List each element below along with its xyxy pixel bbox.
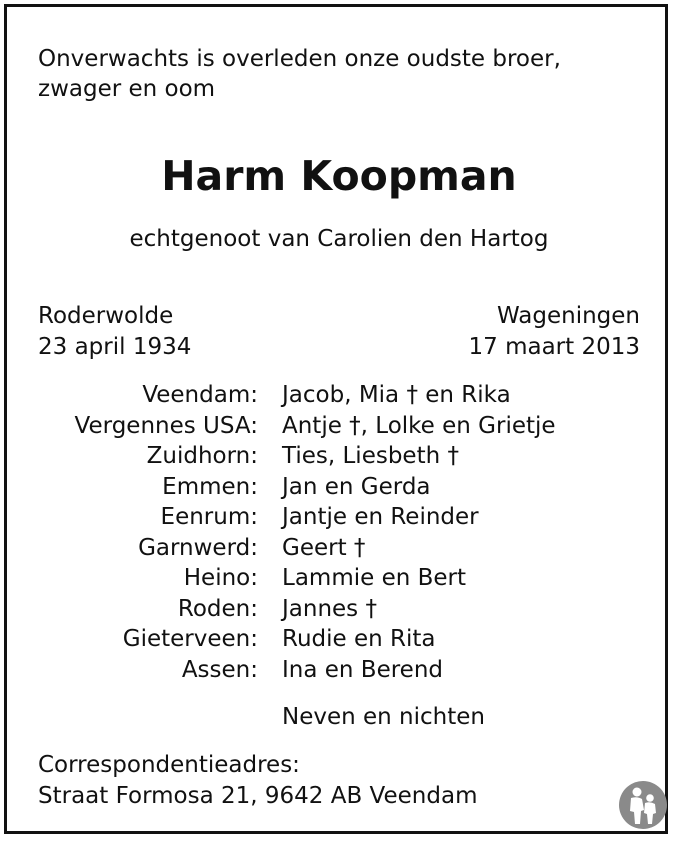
family-place: Assen: xyxy=(181,656,258,683)
family-row xyxy=(0,472,678,503)
family-row xyxy=(0,411,678,442)
family-row xyxy=(0,563,678,594)
family-names: Geert † xyxy=(282,534,366,561)
family-row xyxy=(0,594,678,625)
family-place: Emmen: xyxy=(162,473,258,500)
family-place: Garnwerd: xyxy=(138,534,258,561)
closing-line: Neven en nichten xyxy=(282,704,485,730)
family-names: Jacob, Mia † en Rika xyxy=(282,382,511,408)
intro-text xyxy=(38,44,561,104)
family-row xyxy=(0,533,678,564)
family-place: Heino: xyxy=(183,565,258,591)
intro-line-2: zwager en oom xyxy=(38,76,216,102)
correspondence-label: Correspondentieadres: xyxy=(38,752,300,778)
family-row xyxy=(0,441,678,472)
family-place: Vergennes USA: xyxy=(74,412,258,439)
family-names: Jan en Gerda xyxy=(282,473,431,500)
correspondence-address: Straat Formosa 21, 9642 AB Veendam xyxy=(38,783,478,809)
family-names: Ties, Liesbeth † xyxy=(282,443,459,469)
family-names: Ina en Berend xyxy=(282,656,444,683)
family-names: Jannes † xyxy=(282,595,377,622)
family-place: Zuidhorn: xyxy=(146,443,258,469)
birth-date: 23 april 1934 xyxy=(38,334,192,360)
family-names: Antje †, Lolke en Grietje xyxy=(282,412,556,439)
family-place: Gieterveen: xyxy=(122,626,258,652)
family-names: Lammie en Bert xyxy=(282,565,467,591)
mourning-figures-logo-icon xyxy=(618,780,668,830)
intro-line-1: Onverwachts is overleden onze oudste broer, xyxy=(38,46,561,72)
family-row xyxy=(0,655,678,686)
family-names: Jantje en Reinder xyxy=(282,504,479,530)
family-row xyxy=(0,502,678,533)
family-place: Eenrum: xyxy=(160,504,258,530)
spouse-line: echtgenoot van Carolien den Hartog xyxy=(129,226,549,252)
family-list xyxy=(0,380,678,685)
family-place: Veendam: xyxy=(142,382,258,408)
family-place: Roden: xyxy=(177,595,258,622)
family-row xyxy=(0,624,678,655)
death-date: 17 maart 2013 xyxy=(468,334,640,360)
death-place: Wageningen xyxy=(497,303,640,329)
family-names: Rudie en Rita xyxy=(282,626,436,652)
deceased-name: Harm Koopman xyxy=(161,152,517,200)
birth-place: Roderwolde xyxy=(38,303,174,329)
family-row xyxy=(0,380,678,411)
